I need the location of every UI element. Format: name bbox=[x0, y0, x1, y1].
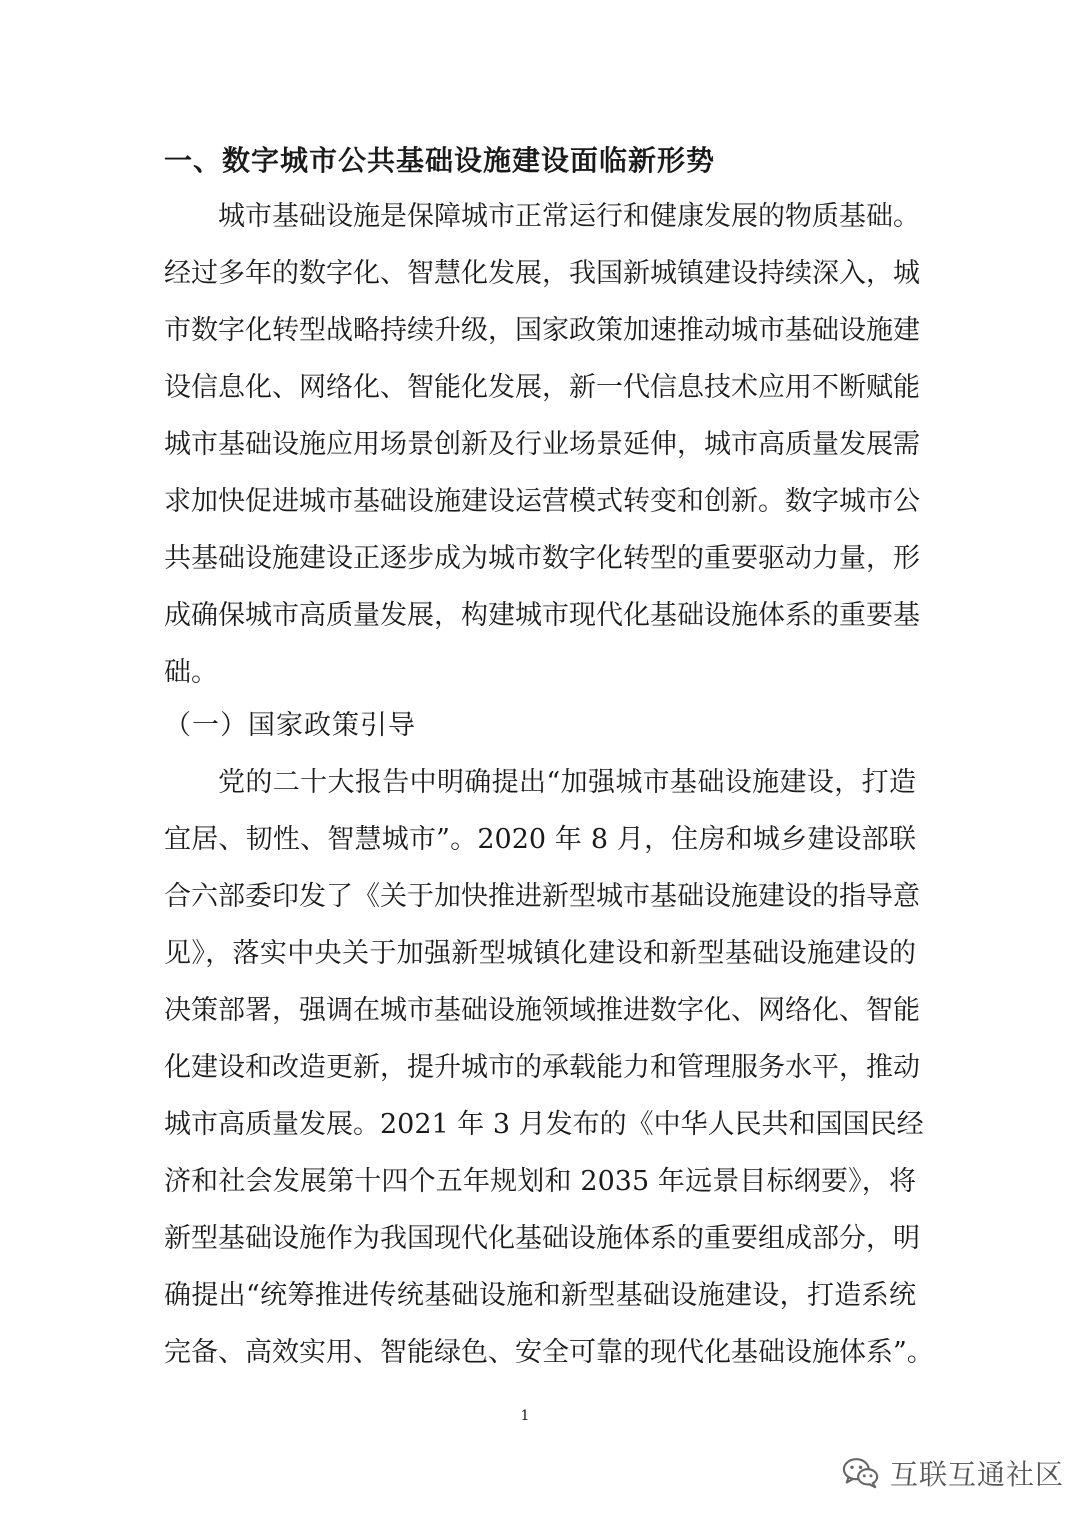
paragraph-line: 见》，落实中央关于加强新型城镇化建设和新型基础设施建设的 bbox=[164, 938, 916, 969]
paragraph-line: 设信息化、网络化、智能化发展，新一代信息技术应用不断赋能 bbox=[164, 372, 920, 403]
paragraph-line: 市数字化转型战略持续升级，国家政策加速推动城市基础设施建 bbox=[164, 315, 920, 346]
paragraph-line: 成确保城市高质量发展，构建城市现代化基础设施体系的重要基 bbox=[164, 600, 920, 631]
paragraph-line: 经过多年的数字化、智慧化发展，我国新城镇建设持续深入，城 bbox=[164, 258, 920, 289]
paragraph-line: 城市基础设施是保障城市正常运行和健康发展的物质基础。 bbox=[218, 201, 920, 232]
section-heading: 一、数字城市公共基础设施建设面临新形势 bbox=[164, 144, 716, 177]
paragraph-line: 决策部署，强调在城市基础设施领域推进数字化、网络化、智能 bbox=[164, 995, 920, 1026]
paragraph-line: 党的二十大报告中明确提出“加强城市基础设施建设，打造 bbox=[218, 767, 916, 798]
watermark-text: 互联互通社区 bbox=[890, 1458, 1065, 1491]
paragraph-line: 宜居、韧性、智慧城市”。2020 年 8 月，住房和城乡建设部联 bbox=[164, 824, 916, 855]
page-number: 1 bbox=[520, 1408, 530, 1424]
paragraph-line: 础。 bbox=[164, 657, 218, 688]
paragraph-line: 共基础设施建设正逐步成为城市数字化转型的重要驱动力量，形 bbox=[164, 543, 920, 574]
paragraph-line: 求加快促进城市基础设施建设运营模式转变和创新。数字城市公 bbox=[164, 486, 920, 517]
paragraph-line: 新型基础设施作为我国现代化基础设施体系的重要组成部分，明 bbox=[164, 1223, 920, 1254]
wechat-icon bbox=[842, 1456, 880, 1490]
paragraph-line: 城市高质量发展。2021 年 3 月发布的《中华人民共和国国民经 bbox=[164, 1109, 924, 1140]
paragraph-line: 合六部委印发了《关于加快推进新型城市基础设施建设的指导意 bbox=[164, 881, 920, 912]
subsection-heading: （一）国家政策引导 bbox=[164, 710, 416, 741]
paragraph-line: 济和社会发展第十四个五年规划和 2035 年远景目标纲要》，将 bbox=[164, 1166, 916, 1197]
paragraph-line: 化建设和改造更新，提升城市的承载能力和管理服务水平，推动 bbox=[164, 1052, 920, 1083]
paragraph-line: 确提出“统筹推进传统基础设施和新型基础设施建设，打造系统 bbox=[164, 1280, 916, 1311]
paragraph-line: 城市基础设施应用场景创新及行业场景延伸，城市高质量发展需 bbox=[164, 429, 920, 460]
watermark bbox=[842, 1451, 1064, 1495]
paragraph-line: 完备、高效实用、智能绿色、安全可靠的现代化基础设施体系”。 bbox=[164, 1337, 934, 1368]
